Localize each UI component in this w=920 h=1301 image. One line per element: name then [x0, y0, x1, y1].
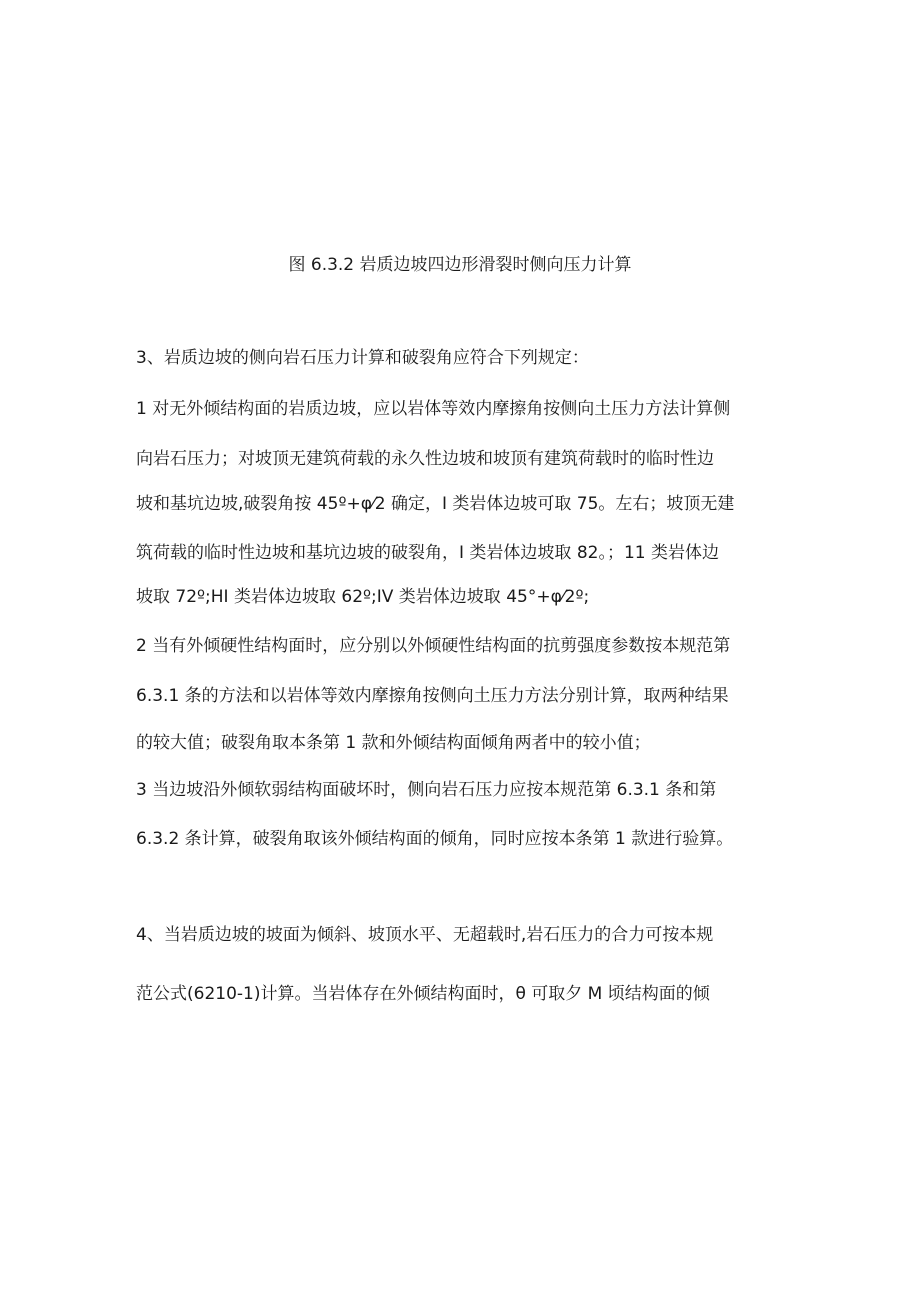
item-2-line-2: 6.3.1 条的方法和以岩体等效内摩擦角按侧向土压力方法分别计算，取两种结果: [136, 686, 729, 706]
item-1-line-2: 向岩石压力；对坡顶无建筑荷载的永久性边坡和坡顶有建筑荷载时的临时性边: [136, 449, 714, 469]
item-3-line-2: 6.3.2 条计算，破裂角取该外倾结构面的倾角，同时应按本条第 1 款进行验算。: [136, 829, 734, 849]
item-3-line-1: 3 当边坡沿外倾软弱结构面破坏时，侧向岩石压力应按本规范第 6.3.1 条和第: [136, 780, 717, 800]
item-2-line-1: 2 当有外倾硬性结构面时，应分别以外倾硬性结构面的抗剪强度参数按本规范第: [136, 636, 731, 656]
item-1-line-5: 坡取 72º;HI 类岩体边坡取 62º;IV 类岩体边坡取 45°+φ⁄2º;: [136, 587, 590, 607]
item-1-line-3: 坡和基坑边坡,破裂角按 45º+φ⁄2 确定，I 类岩体边坡可取 75。左右；坡顶无建: [136, 494, 735, 514]
item-1-line-4: 筑荷载的临时性边坡和基坑边坡的破裂角，I 类岩体边坡取 82。；11 类岩体边: [136, 543, 719, 563]
section-4-line-2: 范公式(6210-1)计算。当岩体存在外倾结构面时，θ 可取夕 M 顷结构面的倾: [136, 984, 710, 1004]
figure-caption: 图 6.3.2 岩质边坡四边形滑裂时侧向压力计算: [288, 255, 632, 275]
section-4-line-1: 4、当岩质边坡的坡面为倾斜、坡顶水平、无超载时,岩石压力的合力可按本规: [136, 925, 714, 945]
item-2-line-3: 的较大值；破裂角取本条第 1 款和外倾结构面倾角两者中的较小值；: [136, 733, 651, 753]
item-1-line-1: 1 对无外倾结构面的岩质边坡，应以岩体等效内摩擦角按侧向土压力方法计算侧: [136, 399, 731, 419]
section-3-heading: 3、岩质边坡的侧向岩石压力计算和破裂角应符合下列规定：: [136, 348, 589, 368]
